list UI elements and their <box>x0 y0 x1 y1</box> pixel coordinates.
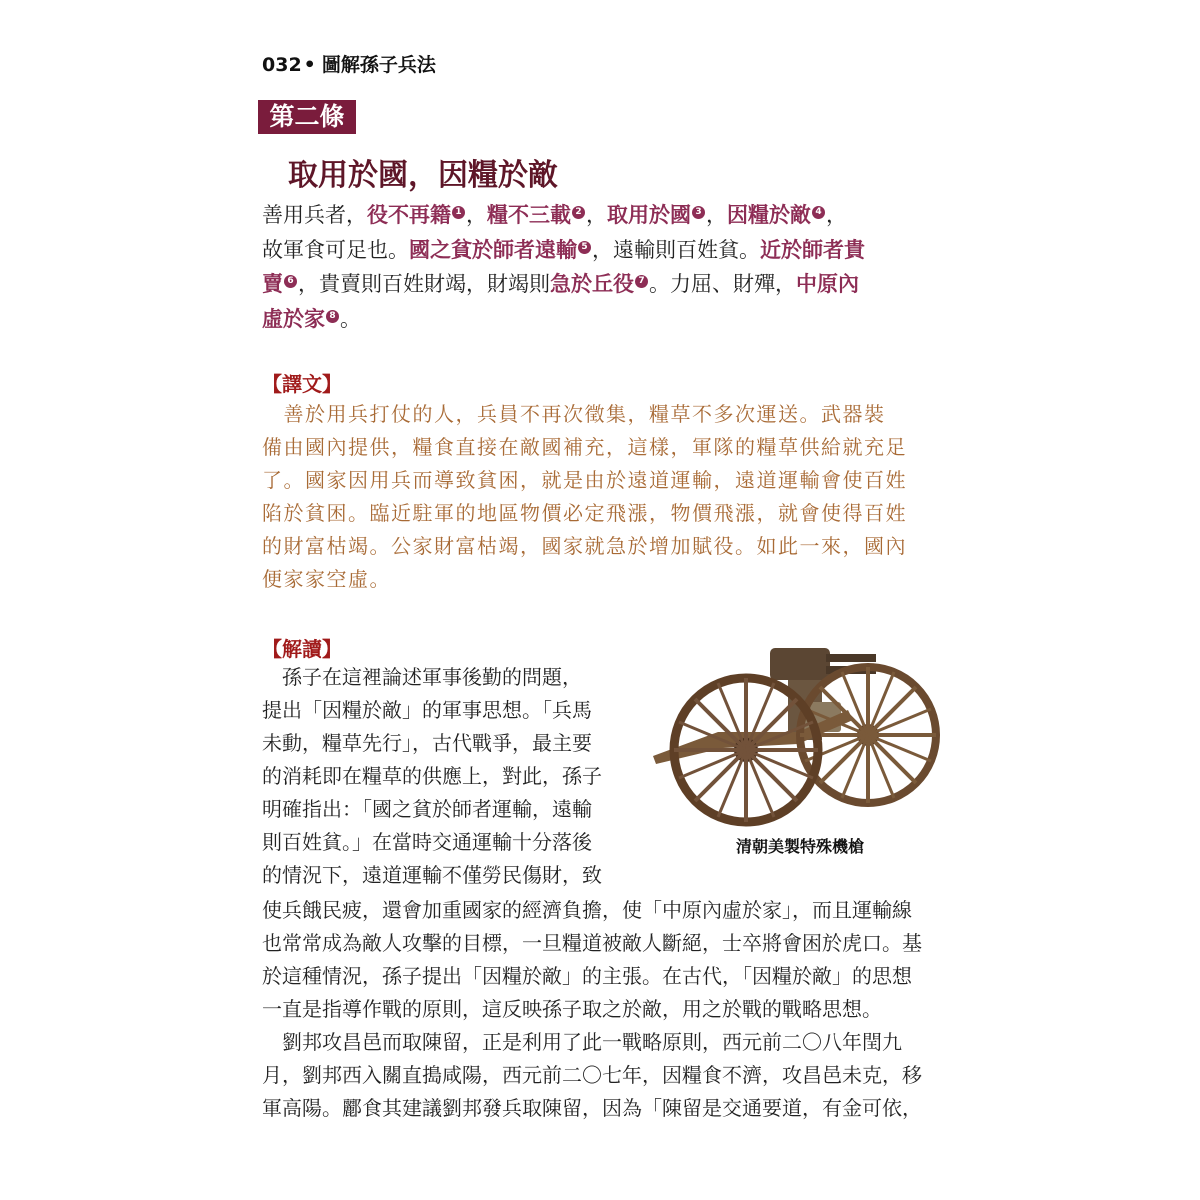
article-label: 第二條 <box>258 100 356 134</box>
keyword-phrase: 賣 <box>262 272 283 296</box>
interpretation-line: 的情況下，遠道運輸不僅勞民傷財，致 <box>262 863 602 887</box>
translation-line: 陷於貧困。臨近駐軍的地區物價必定飛漲，物價飛漲，就會使得百姓 <box>262 501 907 525</box>
footnote-marker: 7 <box>635 275 648 288</box>
keyword-phrase: 急於丘役 <box>550 272 634 296</box>
classical-segment: ， <box>826 203 847 227</box>
interpretation-text-narrow <box>262 661 632 892</box>
bullet-separator: • <box>303 54 316 76</box>
translation-line: 的財富枯竭。公家財富枯竭，國家就急於增加賦役。如此一來，國內 <box>262 534 907 558</box>
footnote-marker: 4 <box>812 206 825 219</box>
classical-line <box>262 233 952 268</box>
keyword-phrase: 役不再籍 <box>367 203 451 227</box>
interpretation-line: 孫子在這裡論述軍事後勤的問題， <box>262 665 582 689</box>
classical-segment: 。 <box>340 306 361 331</box>
interpretation-label: 【解讀】 <box>262 637 342 661</box>
footnote-marker: 5 <box>578 241 591 254</box>
keyword-phrase: 中原內 <box>796 272 859 296</box>
classical-segment: ，遠輸則百姓貧。 <box>592 237 760 262</box>
translation-line: 備由國內提供，糧食直接在敵國補充，這樣，軍隊的糧草供給就充足 <box>262 435 907 459</box>
gatling-gun-illustration <box>648 640 948 828</box>
classical-segment: 。力屈、財殫， <box>649 272 796 296</box>
translation-line: 便家家空虛。 <box>262 567 391 591</box>
footnote-marker: 3 <box>692 206 705 219</box>
classical-segment: 善用兵者， <box>262 203 367 227</box>
keyword-phrase: 因糧於敵 <box>727 203 811 227</box>
keyword-phrase: 近於師者貴 <box>760 237 865 262</box>
classical-line <box>262 302 952 337</box>
keyword-phrase: 取用於國 <box>607 203 691 227</box>
interpretation-line: 於這種情況，孫子提出「因糧於敵」的主張。在古代，「因糧於敵」的思想 <box>262 964 912 988</box>
interpretation-line: 提出「因糧於敵」的軍事思想。「兵馬 <box>262 698 592 722</box>
translation-line: 了。國家因用兵而導致貧困，就是由於遠道運輸，遠道運輸會使百姓 <box>262 468 907 492</box>
interpretation-line: 未動，糧草先行」，古代戰爭，最主要 <box>262 731 592 755</box>
interpretation-line: 使兵餓民疲，還會加重國家的經濟負擔，使「中原內虛於家」，而且運輸線 <box>262 898 912 922</box>
interpretation-line: 明確指出：「國之貧於師者運輸，遠輸 <box>262 797 592 821</box>
book-title: 圖解孫子兵法 <box>321 54 436 76</box>
translation-line: 善於用兵打仗的人，兵員不再次徵集，糧草不多次運送。武器裝 <box>262 402 886 426</box>
classical-segment: ， <box>586 203 607 227</box>
keyword-phrase: 國之貧於師者遠輸 <box>409 237 577 262</box>
page-number: 032 <box>262 54 302 76</box>
classical-segment: ， <box>706 203 727 227</box>
translation-label: 【譯文】 <box>262 372 342 396</box>
classical-segment: 故軍食可足也。 <box>262 237 409 262</box>
classical-text <box>262 198 952 336</box>
footnote-marker: 2 <box>572 206 585 219</box>
footnote-marker: 6 <box>284 275 297 288</box>
interpretation-line: 軍高陽。酈食其建議劉邦發兵取陳留，因為「陳留是交通要道，有金可依， <box>262 1096 922 1120</box>
interpretation-line: 的消耗即在糧草的供應上，對此，孫子 <box>262 764 602 788</box>
figure-caption: 清朝美製特殊機槍 <box>735 837 864 856</box>
keyword-phrase: 虛於家 <box>262 306 325 331</box>
classical-line <box>262 198 952 233</box>
footnote-marker: 1 <box>452 206 465 219</box>
keyword-phrase: 糧不三載 <box>487 203 571 227</box>
translation-text <box>262 398 952 596</box>
interpretation-line: 也常常成為敵人攻擊的目標，一旦糧道被敵人斷絕，士卒將會困於虎口。基 <box>262 931 922 955</box>
interpretation-line: 月，劉邦西入關直搗咸陽，西元前二〇七年，因糧食不濟，攻昌邑未克，移 <box>262 1063 922 1087</box>
left-wheel <box>674 678 818 822</box>
interpretation-line: 劉邦攻昌邑而取陳留，正是利用了此一戰略原則，西元前二〇八年閏九 <box>262 1030 902 1054</box>
interpretation-line: 一直是指導作戰的原則，這反映孫子取之於敵，用之於戰的戰略思想。 <box>262 997 882 1021</box>
classical-segment: ，貴賣則百姓財竭，財竭則 <box>298 272 550 296</box>
footnote-marker: 8 <box>326 310 339 323</box>
classical-line <box>262 267 952 302</box>
interpretation-line: 則百姓貧。」在當時交通運輸十分落後 <box>262 830 592 854</box>
running-header <box>262 50 436 77</box>
interpretation-text-wide <box>262 894 952 1125</box>
classical-segment: ， <box>466 203 487 227</box>
article-title: 取用於國，因糧於敵 <box>288 158 558 193</box>
